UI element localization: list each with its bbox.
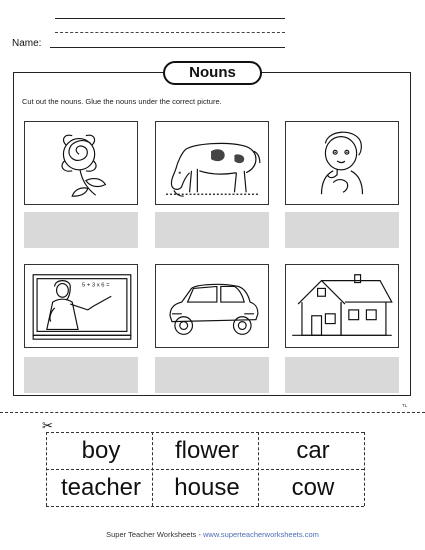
glue-box-boy[interactable]	[285, 212, 399, 248]
picture-card-rose	[24, 121, 138, 205]
word-card-boy[interactable]: boy	[81, 437, 121, 464]
name-label: Name:	[12, 38, 42, 49]
picture-card-teacher	[24, 264, 138, 348]
glue-box-car[interactable]	[155, 357, 269, 393]
glue-box-teacher[interactable]	[24, 357, 138, 393]
footer-link[interactable]: www.superteacherworksheets.com	[202, 530, 319, 539]
word-grid-left-border	[46, 432, 47, 506]
header-line-top	[55, 18, 285, 19]
picture-card-car	[155, 264, 269, 348]
footer-brand: Super Teacher Worksheets	[106, 530, 197, 539]
instructions-text: Cut out the nouns. Glue the nouns under the correct picture.	[22, 97, 222, 106]
word-card-teacher[interactable]: teacher	[60, 474, 142, 501]
glue-box-rose[interactable]	[24, 212, 138, 248]
cow-icon	[156, 122, 268, 204]
teacher-icon	[25, 265, 137, 347]
picture-card-house	[285, 264, 399, 348]
page-number: TL	[402, 403, 408, 408]
footer	[0, 530, 425, 539]
rose-icon	[25, 122, 137, 204]
header-line-dashed	[55, 32, 285, 33]
scissors-icon: ✂	[42, 418, 53, 433]
board-equation: 5 + 3 x 6 =	[81, 282, 110, 289]
house-icon	[286, 265, 398, 347]
cut-line	[0, 412, 425, 413]
word-card-car[interactable]: car	[296, 437, 330, 464]
word-card-flower[interactable]: flower	[174, 437, 240, 464]
picture-card-boy	[285, 121, 399, 205]
name-field-line[interactable]	[50, 47, 285, 48]
boy-icon	[286, 122, 398, 204]
footer-separator: -	[196, 530, 203, 539]
word-grid-bottom-border	[46, 506, 364, 507]
word-grid-middle-border	[46, 469, 364, 470]
glue-box-house[interactable]	[285, 357, 399, 393]
car-icon	[156, 265, 268, 347]
page-title: Nouns	[163, 61, 262, 85]
glue-box-cow[interactable]	[155, 212, 269, 248]
picture-card-cow	[155, 121, 269, 205]
word-grid-top-border	[46, 432, 364, 433]
word-card-cow[interactable]: cow	[291, 474, 335, 501]
word-card-house[interactable]: house	[174, 474, 240, 501]
